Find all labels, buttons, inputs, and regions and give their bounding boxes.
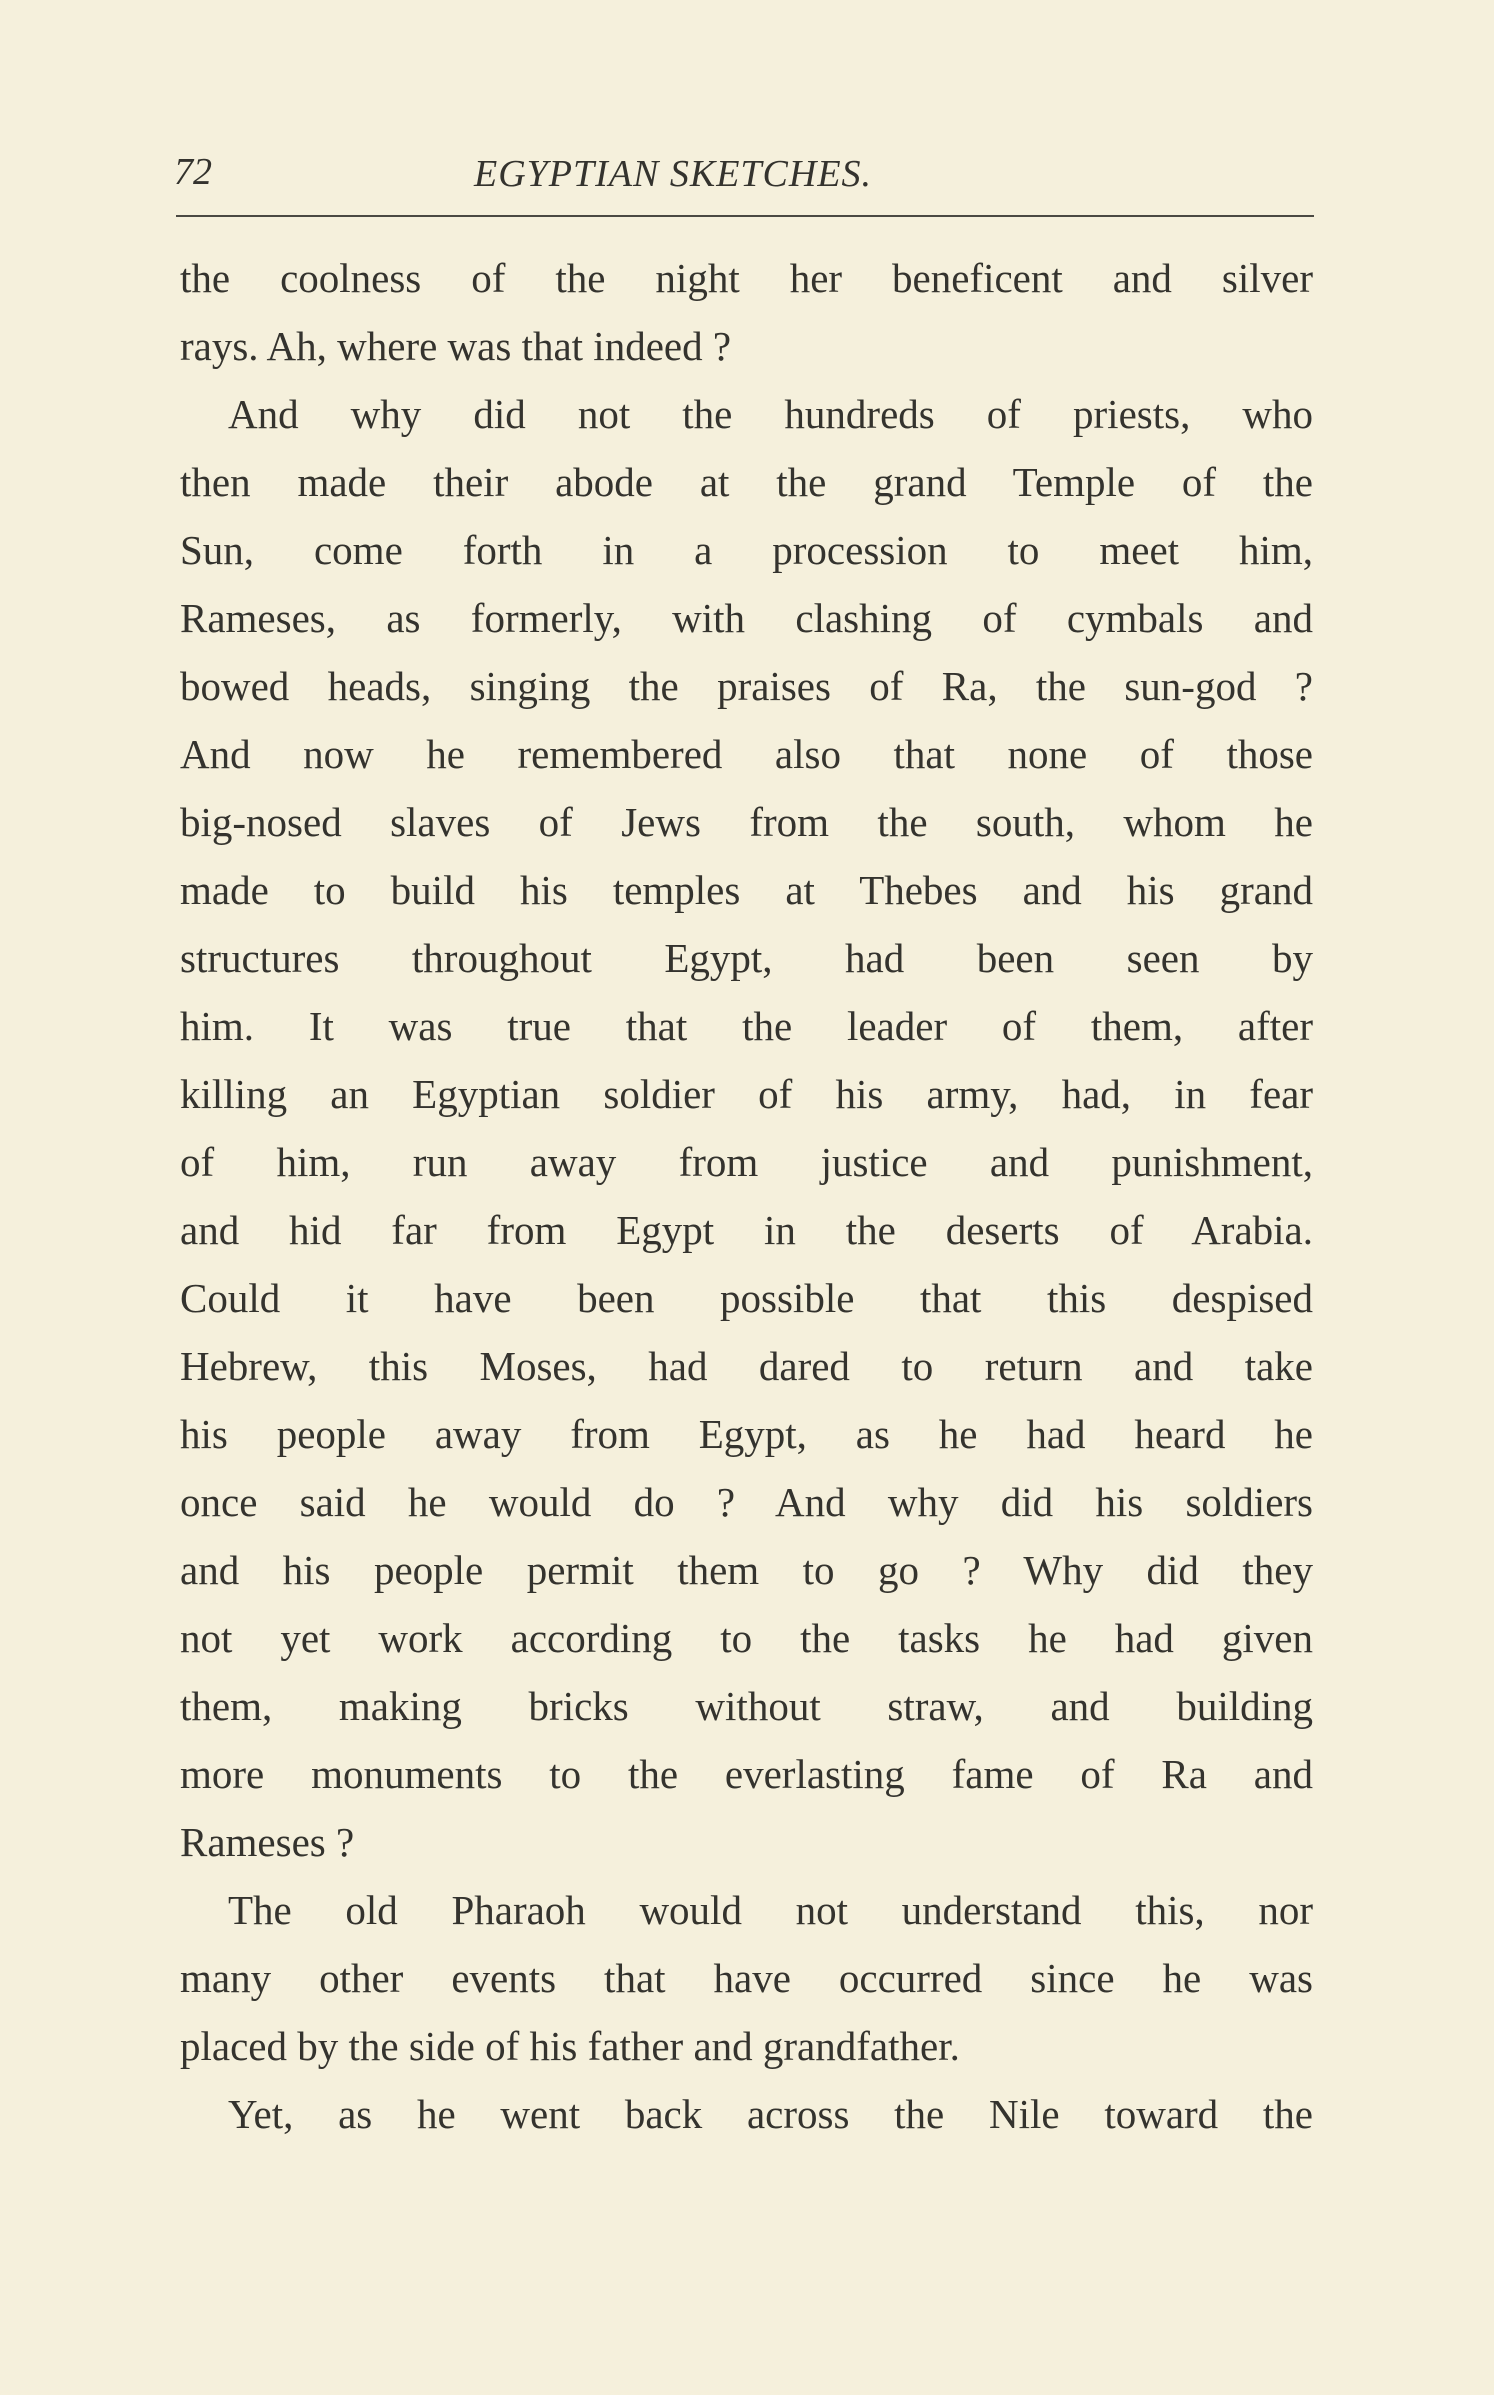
text-line: big-nosed slaves of Jews from the south, whom he [180, 799, 1313, 845]
text-line: and his people permit them to go ? Why did they [180, 1547, 1313, 1593]
text-line: Sun, come forth in a procession to meet him, [180, 527, 1313, 573]
text-line: the coolness of the night her beneficent and silver [180, 255, 1313, 301]
text-line: placed by the side of his father and grandfather. [180, 2023, 960, 2069]
text-line: made to build his temples at Thebes and his grand [180, 867, 1313, 913]
text-line: more monuments to the everlasting fame of Ra and [180, 1751, 1313, 1797]
text-line: Rameses, as formerly, with clashing of cymbals and [180, 595, 1313, 641]
text-line: Rameses ? [180, 1819, 355, 1865]
header-rule [176, 215, 1314, 217]
text-line: structures throughout Egypt, had been seen by [180, 935, 1313, 981]
body-text [180, 244, 1313, 2148]
text-line: once said he would do ? And why did his soldiers [180, 1479, 1313, 1525]
text-line: his people away from Egypt, as he had heard he [180, 1411, 1313, 1457]
text-line: Yet, as he went back across the Nile toward the [228, 2091, 1313, 2137]
text-line: killing an Egyptian soldier of his army, had, in fear [180, 1071, 1313, 1117]
text-line: then made their abode at the grand Temple of the [180, 459, 1313, 505]
text-line: them, making bricks without straw, and building [180, 1683, 1313, 1729]
text-line: bowed heads, singing the praises of Ra, the sun-god ? [180, 663, 1313, 709]
text-line: Hebrew, this Moses, had dared to return and take [180, 1343, 1313, 1389]
page-number: 72 [174, 151, 212, 193]
text-line: Could it have been possible that this despised [180, 1275, 1313, 1321]
text-line: The old Pharaoh would not understand this, nor [228, 1887, 1313, 1933]
text-line: and hid far from Egypt in the deserts of Arabia. [180, 1207, 1313, 1253]
text-line: And why did not the hundreds of priests, who [228, 391, 1313, 437]
text-line: And now he remembered also that none of those [180, 731, 1313, 777]
text-line: him. It was true that the leader of them, after [180, 1003, 1313, 1049]
text-line: rays. Ah, where was that indeed ? [180, 323, 732, 369]
text-line: not yet work according to the tasks he had given [180, 1615, 1313, 1661]
text-line: many other events that have occurred since he was [180, 1955, 1313, 2001]
text-line: of him, run away from justice and punishment, [180, 1139, 1313, 1185]
running-title: EGYPTIAN SKETCHES. [474, 153, 873, 195]
